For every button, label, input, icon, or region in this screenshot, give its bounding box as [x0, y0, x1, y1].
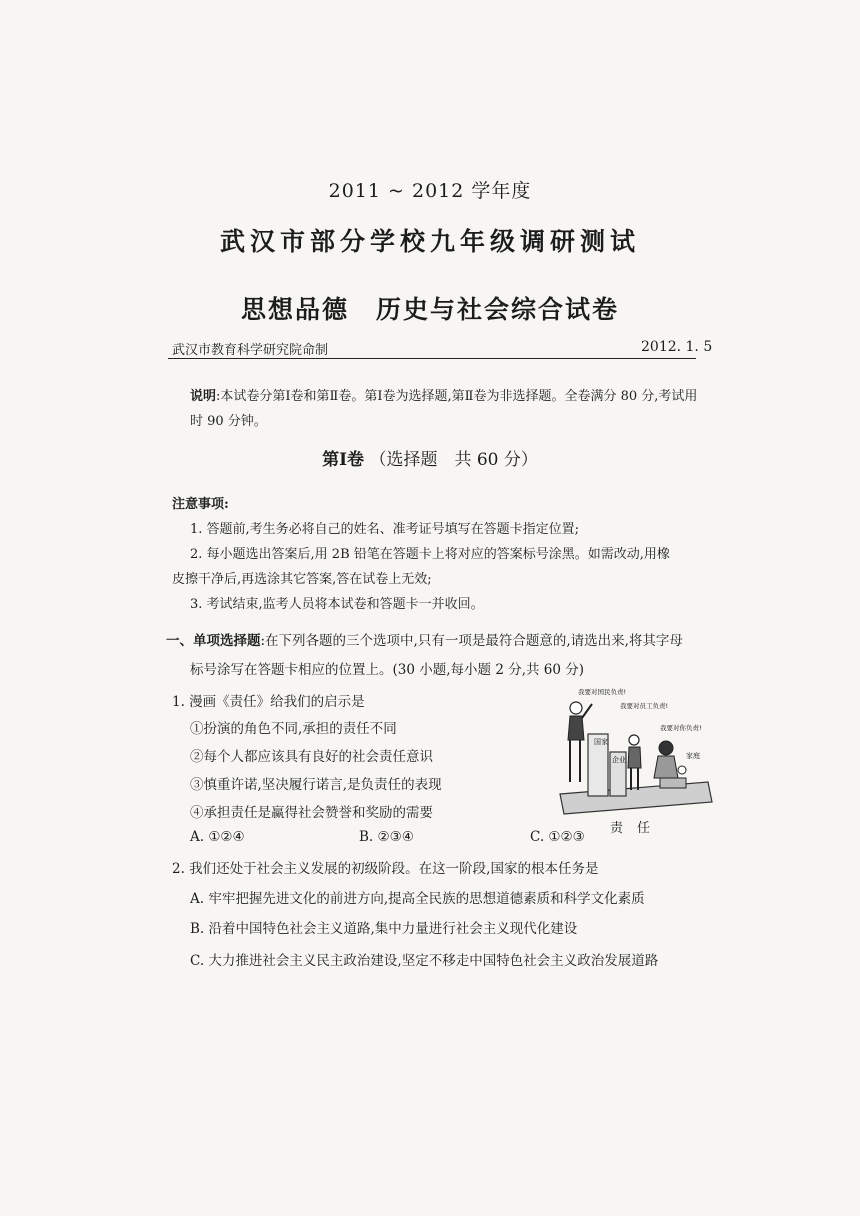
issuing-organization: 武汉市教育科学研究院命制: [172, 343, 329, 358]
part-instructions-continued: 标号涂写在答题卡相应的位置上。(30 小题,每小题 2 分,共 60 分): [190, 662, 585, 678]
question-2-choice-c: C. 大力推进社会主义民主政治建设,坚定不移走中国特色社会主义政治发展道路: [190, 953, 659, 969]
bubble-company: 我要对员工负责!: [620, 702, 669, 710]
exam-date: 2012. 1. 5: [641, 339, 713, 355]
responsibility-cartoon: [548, 682, 718, 832]
note-2: 2. 每小题选出答案后,用 2B 铅笔在答题卡上将对应的答案标号涂黑。如需改动,用橡: [190, 547, 670, 562]
question-1-stem: 1. 漫画《责任》给我们的启示是: [172, 694, 365, 710]
figure-family: [654, 741, 686, 788]
part-title: 一、单项选择题: [166, 633, 261, 649]
instructions-lead: 说明: [190, 389, 217, 404]
question-1-choice-a: A. ①②④: [190, 829, 245, 845]
note-1: 1. 答题前,考生务必将自己的姓名、准考证号填写在答题卡指定位置;: [190, 522, 580, 537]
bubble-family: 我要对你负责!: [660, 724, 702, 732]
part-instructions: :在下列各题的三个选项中,只有一项是最符合题意的,请选出来,将其字母: [260, 633, 683, 649]
instructions: [190, 384, 698, 434]
section-title: 第Ⅰ卷: [322, 450, 365, 470]
section-heading: [0, 445, 860, 470]
instructions-text: :本试卷分第Ⅰ卷和第Ⅱ卷。第Ⅰ卷为选择题,第Ⅱ卷为非选择题。全卷满分 80 分,考试用时 90 分钟。: [190, 389, 698, 429]
question-2-choice-b: B. 沿着中国特色社会主义道路,集中力量进行社会主义现代化建设: [190, 921, 578, 937]
cartoon-stage: [560, 782, 712, 814]
bubble-country: 我要对国民负责!: [578, 688, 627, 696]
label-company: 企业: [612, 756, 626, 764]
question-2-stem: 2. 我们还处于社会主义发展的初级阶段。在这一阶段,国家的根本任务是: [172, 861, 599, 877]
question-1-statement-3: ③慎重许诺,坚决履行诺言,是负责任的表现: [190, 777, 442, 793]
label-country: 国家: [594, 738, 608, 746]
part-heading: [166, 629, 683, 649]
exam-title: 武汉市部分学校九年级调研测试: [219, 227, 640, 256]
label-family: 家庭: [686, 752, 700, 760]
question-1-statement-2: ②每个人都应该具有良好的社会责任意识: [190, 749, 433, 765]
figure-businessman: [628, 735, 641, 790]
question-1-statement-1: ①扮演的角色不同,承担的责任不同: [190, 721, 397, 737]
question-1-statement-4: ④承担责任是赢得社会赞誉和奖励的需要: [190, 805, 433, 821]
question-1-choice-c: C. ①②③: [530, 829, 585, 845]
school-year: 2011 ~ 2012 学年度: [328, 180, 532, 202]
header-divider: [168, 358, 696, 359]
question-1-choice-b: B. ②③④: [359, 829, 414, 845]
exam-subtitle: 思想品德 历史与社会综合试卷: [240, 295, 619, 324]
question-2-choice-a: A. 牢牢把握先进文化的前进方向,提高全民族的思想道德素质和科学文化素质: [190, 891, 645, 907]
section-subtitle: （选择题 共 60 分）: [369, 450, 538, 470]
note-3: 3. 考试结束,监考人员将本试卷和答题卡一并收回。: [190, 597, 484, 612]
note-2-continued: 皮擦干净后,再选涂其它答案,答在试卷上无效;: [172, 572, 432, 587]
cartoon-caption: 责任: [610, 821, 665, 836]
notes-heading: 注意事项:: [172, 497, 229, 512]
